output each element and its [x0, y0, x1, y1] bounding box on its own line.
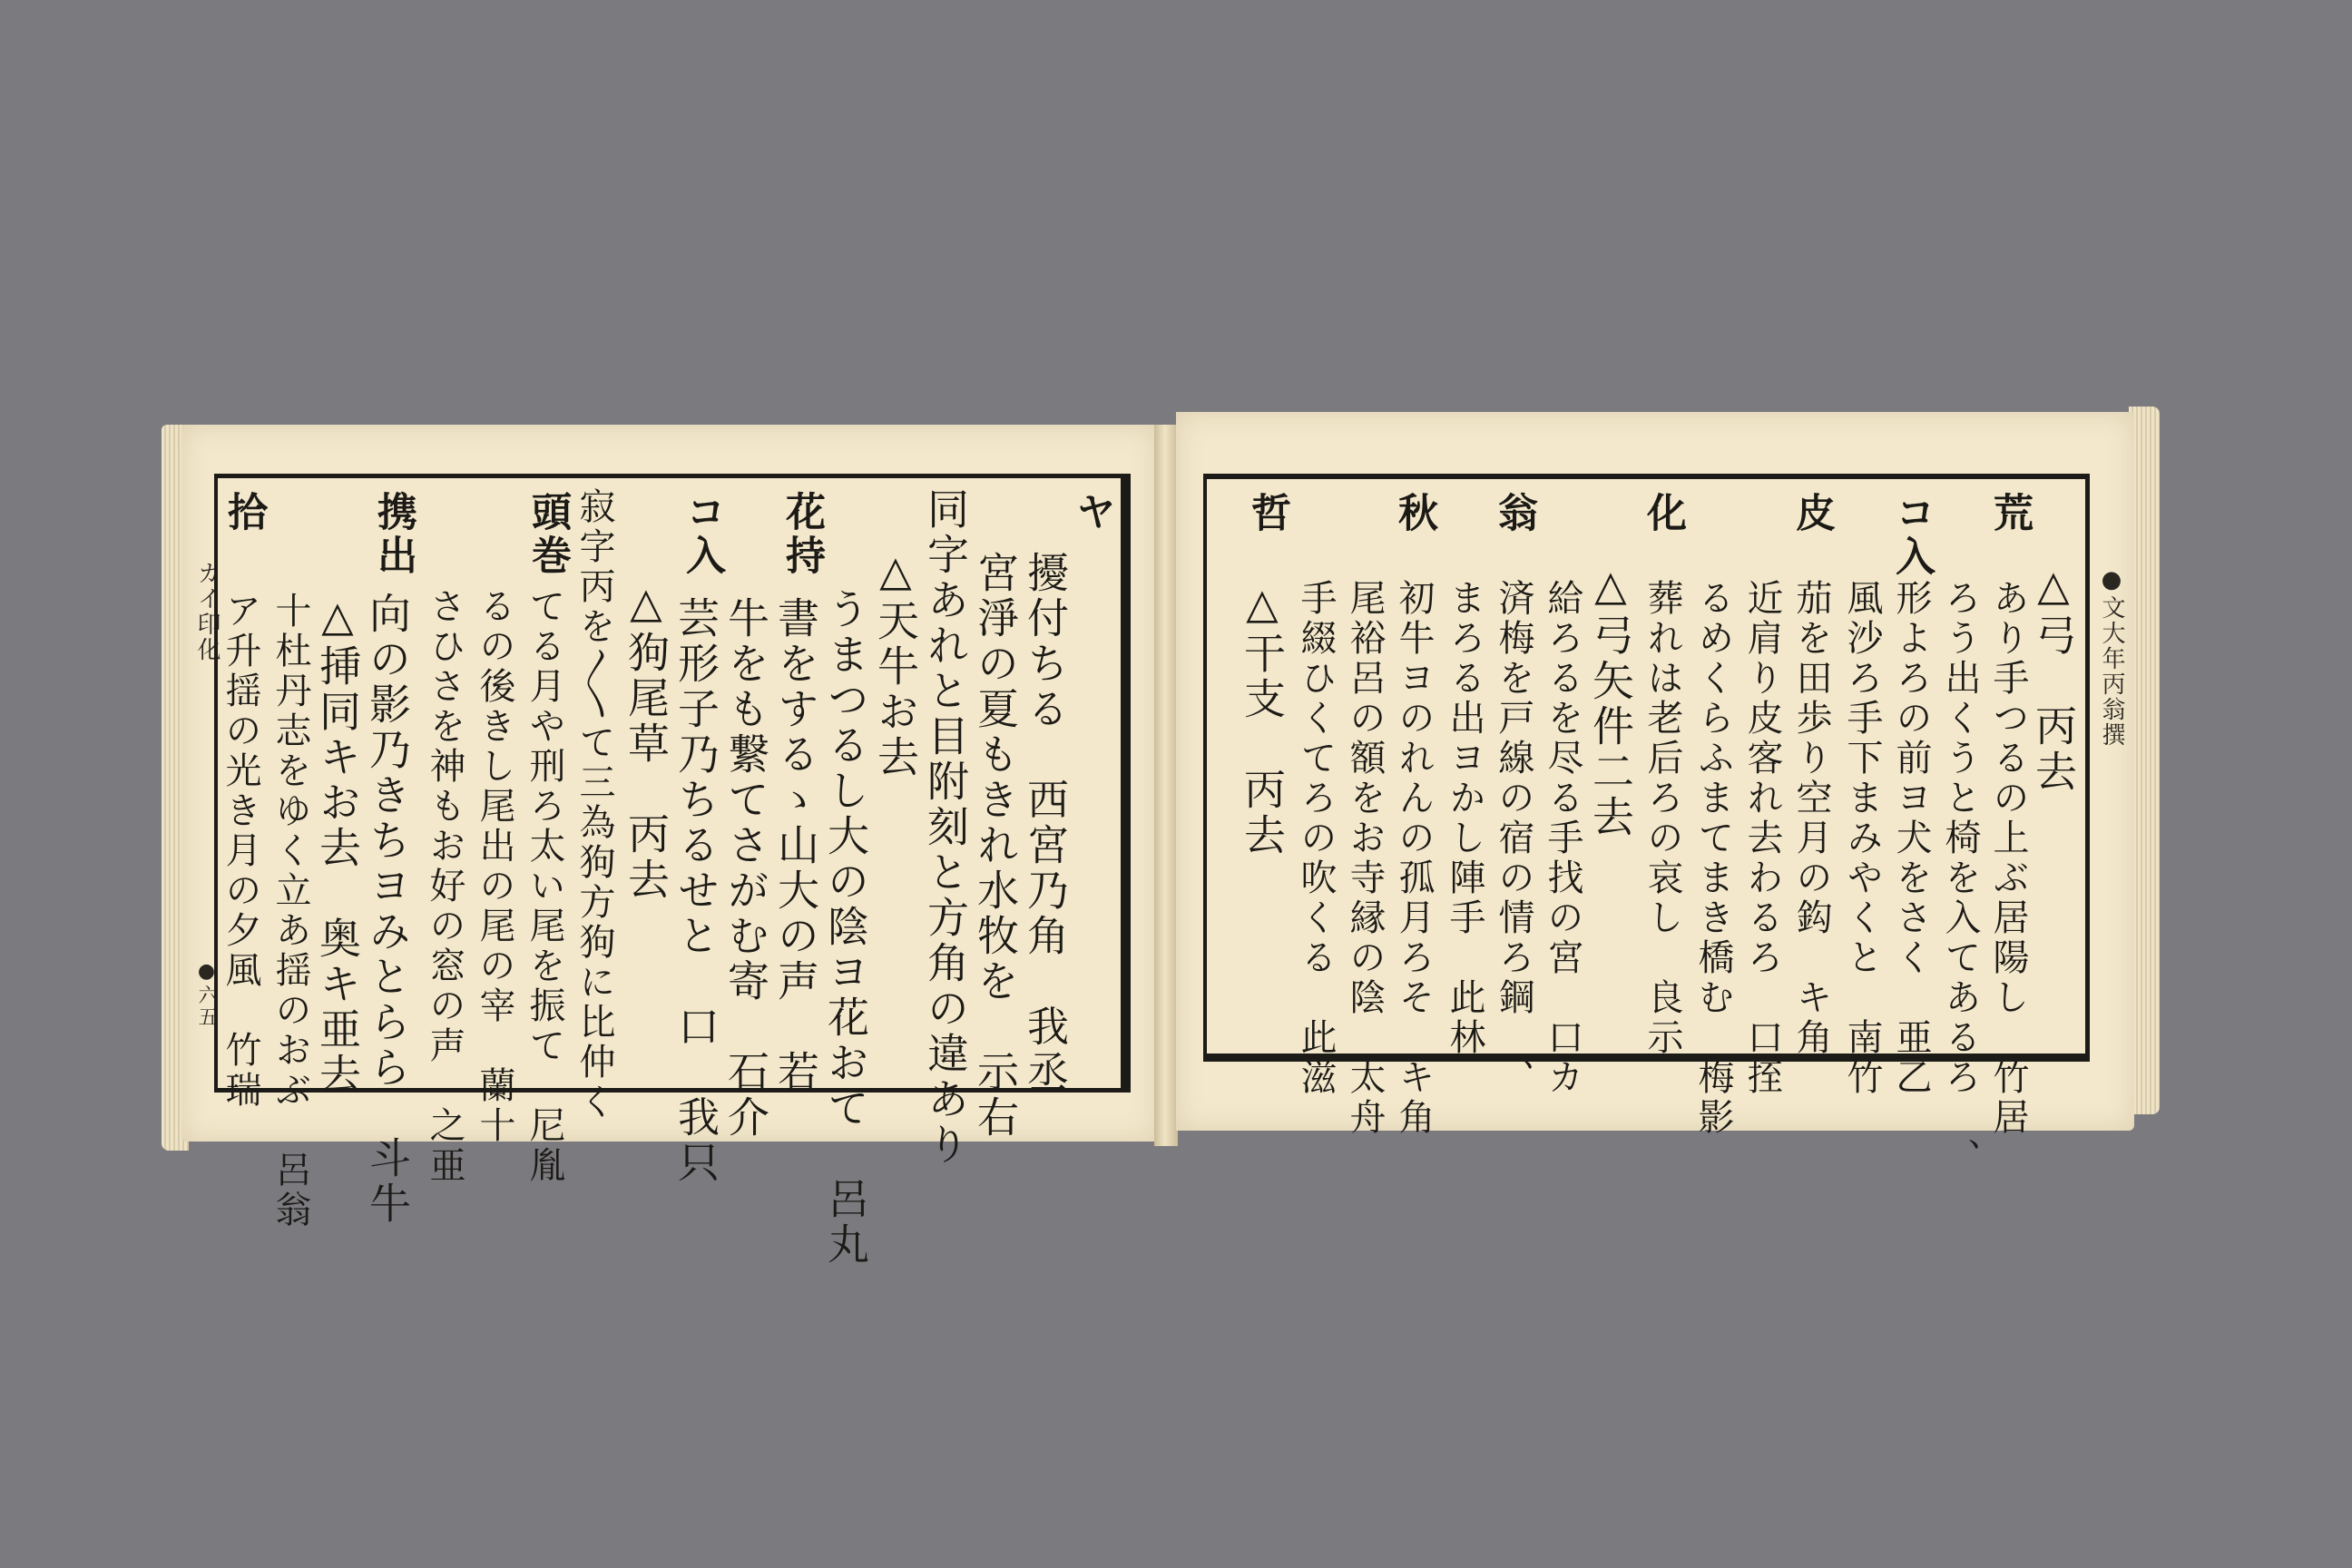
left-col-7-head: 花持 — [779, 491, 825, 578]
left-col-16: △挿同キお去 奥キ亜去 — [313, 592, 362, 1098]
page-number: ●六五 — [195, 960, 218, 1028]
right-col-10: △弓矢件二去 — [1586, 561, 1635, 840]
left-col-14: さひさを神もお好の窓の声 之亜 — [424, 587, 466, 1186]
right-col-17: △干支 丙去 — [1238, 579, 1287, 858]
right-col-8: るめくらふまてまき橋む 梅影 — [1692, 579, 1734, 1138]
left-page — [181, 425, 1157, 1268]
right-col-11: 給ろるを尽る手找の宮 口カ — [1542, 579, 1583, 1098]
right-col-16: 手綴ひくてろの吹くる 此滋 — [1295, 579, 1337, 1098]
left-col-10: △狗尾草 丙去 — [622, 578, 671, 903]
left-col-9: 芸形子乃ちるせと 口 我只 — [671, 596, 720, 1186]
right-col-4-head: コ入 — [1888, 492, 1935, 579]
right-col-14: 初牛ヨのれんの孤月ろそ キ角 — [1393, 579, 1435, 1138]
right-col-14-head: 秋 — [1391, 492, 1437, 535]
open-book — [162, 407, 2160, 1268]
left-col-7: 書をするゝ山大の声 若 — [771, 596, 820, 1095]
right-col-7: 近肩り皮客れ去わるろ 口挃 — [1741, 579, 1783, 1098]
left-col-17: 十杜丹志をゆく立あ揺のおぶ 呂翁 — [270, 592, 311, 1230]
left-col-18: ア升揺の光き月の夕風 竹瑞 — [220, 592, 261, 1111]
left-col-11: 寂字丙を〳〵て三為狗方狗に比仲く — [573, 487, 615, 1122]
left-col-15: 向の影乃きちヨみとらら 斗牛 — [363, 592, 412, 1227]
left-col-5: △天牛お去 — [871, 546, 920, 780]
left-col-8: 牛をも繋てさがむ寄 石介 — [721, 596, 770, 1141]
right-col-2-head: 荒 — [1986, 492, 2033, 535]
left-col-9-head: コ入 — [679, 491, 725, 578]
left-col-6: うまつるし大の陰ヨ花おて 呂丸 — [821, 587, 870, 1268]
left-col-2: 擾付ちる 西宮乃角 我丞 — [1021, 551, 1070, 1095]
right-margin-title: ●文大年丙翁撰 — [2098, 566, 2125, 748]
right-col-9: 葬れは老后ろの哀し 良示 — [1642, 579, 1683, 1058]
right-col-13: まろる出ヨかし陣手 此林 — [1444, 579, 1485, 1058]
left-col-1-head: ヤ — [1069, 491, 1115, 534]
right-page — [1176, 412, 2134, 1178]
right-col-17-head: 哲 — [1244, 492, 1290, 535]
right-col-2: あり手つるの上ぶ居陽し 竹居 — [1987, 579, 2029, 1138]
left-col-4: 同字あれと目附刻と方角の違あり — [921, 487, 970, 1168]
book-gutter — [1154, 425, 1178, 1146]
left-col-13: るの後きし尾出の尾の宰 蘭十 — [474, 587, 515, 1146]
right-col-6-head: 皮 — [1788, 492, 1835, 535]
left-col-12-head: 頭巻 — [524, 491, 571, 578]
left-text-frame — [214, 474, 1131, 1268]
left-col-12: てる月や刑ろ太い尾を振て 尼胤 — [524, 587, 565, 1186]
left-col-3: 宮淨の夏もきれ水牧を 示右 — [971, 551, 1020, 1141]
right-col-9-head: 化 — [1640, 492, 1686, 535]
right-col-4: 形よろの前ヨ犬をさく 亜乙 — [1890, 579, 1932, 1098]
left-col-18-head: 拾 — [220, 491, 267, 534]
right-col-12-head: 翁 — [1491, 492, 1537, 535]
left-col-15-head: 携出 — [370, 491, 416, 578]
right-col-1: △弓 丙去 — [2029, 561, 2078, 795]
right-col-3: ろう出くうと椅を入てあるろ 、 — [1939, 579, 1981, 1178]
left-margin-title: カイ印化 — [193, 561, 220, 662]
right-col-6: 茄を田歩り空月の鈎 キ角 — [1790, 579, 1832, 1058]
right-col-15: 尾裕呂の額をお寺縁の陰 太舟 — [1344, 579, 1386, 1138]
right-col-5: 風沙ろ手下まみやくと 南竹 — [1841, 579, 1883, 1098]
right-text-frame — [1203, 474, 2090, 1178]
right-col-12: 済梅を戸線の宿の情ろ鋼 、 — [1493, 579, 1534, 1098]
